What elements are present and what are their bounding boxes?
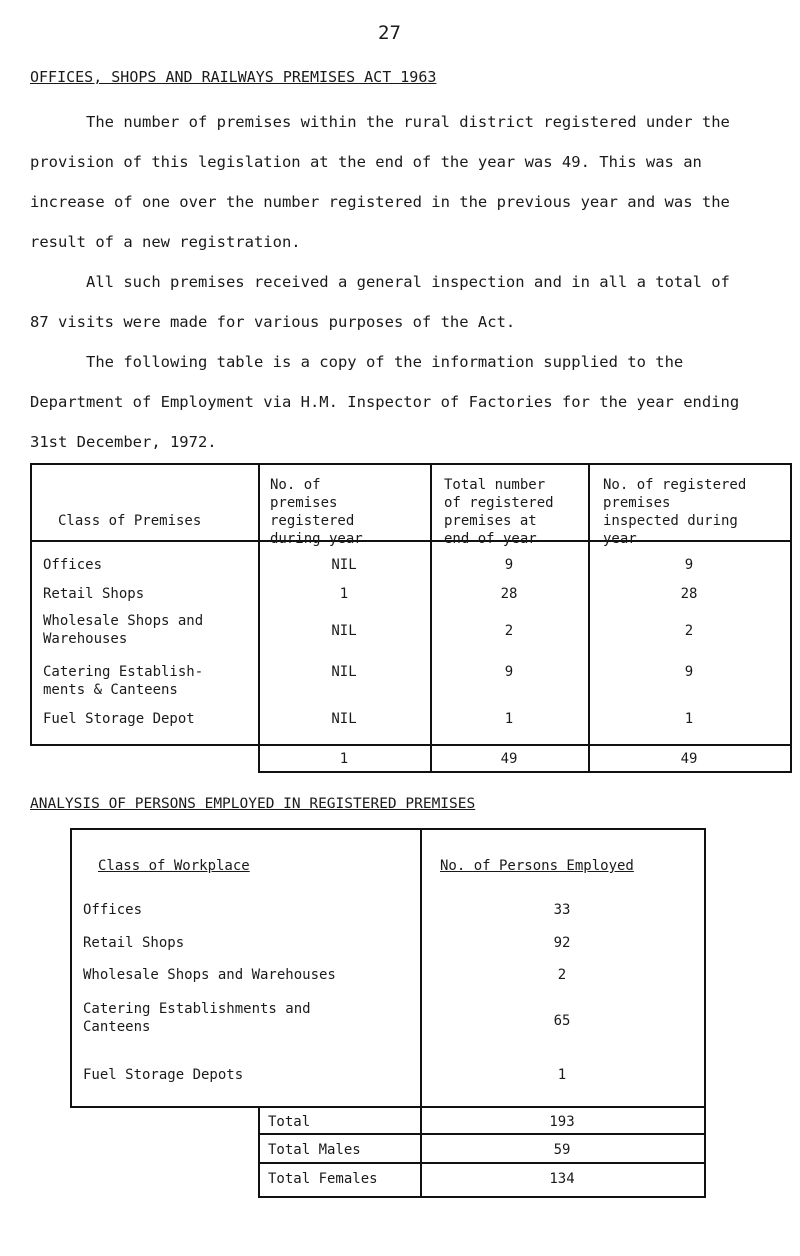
table1-row-inspected: 28 (680, 586, 698, 602)
table1-row-total: 2 (504, 623, 514, 639)
table1-row-inspected: 2 (684, 623, 694, 639)
table1-row-total: 1 (504, 711, 514, 727)
paragraph-line: increase of one over the number registered in the previous year and was the (30, 193, 730, 211)
table1-row-inspected: 9 (684, 557, 694, 573)
table2-header-class: Class of Workplace (98, 858, 250, 874)
paragraph-line: The number of premises within the rural district registered under the (86, 113, 730, 131)
table1-row-total: 9 (504, 557, 514, 573)
table2-row-number: 1 (557, 1067, 567, 1083)
section-heading: OFFICES, SHOPS AND RAILWAYS PREMISES ACT 1963 (30, 68, 437, 86)
table1-row-class: Offices (43, 557, 103, 573)
analysis-heading: ANALYSIS OF PERSONS EMPLOYED IN REGISTERED PREMISES (30, 796, 476, 812)
table2-summary-label: Total Males (268, 1142, 361, 1158)
table2-row-class: Wholesale Shops and Warehouses (83, 967, 336, 983)
table1-total-registered: 1 (339, 751, 349, 767)
table2-summary-label: Total (268, 1114, 311, 1130)
table2-summary-value: 134 (549, 1171, 575, 1187)
table2-summary-label: Total Females (268, 1171, 378, 1187)
table2-summary-value: 193 (549, 1114, 575, 1130)
table1-row-registered: NIL (331, 711, 357, 727)
table1-row-total: 28 (500, 586, 518, 602)
paragraph-line: result of a new registration. (30, 233, 301, 251)
table1-row-class: Catering Establish- ments & Canteens (43, 664, 204, 698)
paragraph-line: 87 visits were made for various purposes of the Act. (30, 313, 516, 331)
table1-row-class: Wholesale Shops and Warehouses (43, 613, 204, 647)
table1-total-inspected: 49 (680, 751, 698, 767)
table2-header-number: No. of Persons Employed (440, 858, 634, 874)
table1-row-class: Retail Shops (43, 586, 145, 602)
table1-row-registered: NIL (331, 557, 357, 573)
table2-row-number: 65 (553, 1013, 571, 1029)
table1-row-registered: NIL (331, 623, 357, 639)
paragraph-line: All such premises received a general inspection and in all a total of (86, 273, 730, 291)
table2-row-class: Fuel Storage Depots (83, 1067, 244, 1083)
table1-row-class: Fuel Storage Depot (43, 711, 195, 727)
table1-row-registered: 1 (339, 586, 349, 602)
table2-row-class: Retail Shops (83, 935, 185, 951)
page-number: 27 (378, 22, 401, 44)
paragraph-line: The following table is a copy of the information supplied to the (86, 353, 684, 371)
table1-row-registered: NIL (331, 664, 357, 680)
table1-header-inspected: No. of registered premises inspected during year (603, 477, 747, 547)
table1-header-class: Class of Premises (58, 513, 202, 529)
paragraph-line: Department of Employment via H.M. Inspector of Factories for the year ending (30, 393, 740, 411)
table2-row-number: 92 (553, 935, 571, 951)
table2-summary-value: 59 (553, 1142, 571, 1158)
table1-total-total: 49 (500, 751, 518, 767)
table1-row-total: 9 (504, 664, 514, 680)
table1-header-registered: No. of premises registered during year (270, 477, 363, 547)
table1-row-inspected: 9 (684, 664, 694, 680)
table2-row-number: 33 (553, 902, 571, 918)
table2-row-class: Offices (83, 902, 143, 918)
table2-row-number: 2 (557, 967, 567, 983)
table1-row-inspected: 1 (684, 711, 694, 727)
paragraph-line: provision of this legislation at the end of the year was 49. This was an (30, 153, 702, 171)
table2-row-class: Catering Establishments and Canteens (83, 1001, 311, 1035)
table1-header-total: Total number of registered premises at end of year (444, 477, 554, 547)
paragraph-line: 31st December, 1972. (30, 433, 217, 451)
